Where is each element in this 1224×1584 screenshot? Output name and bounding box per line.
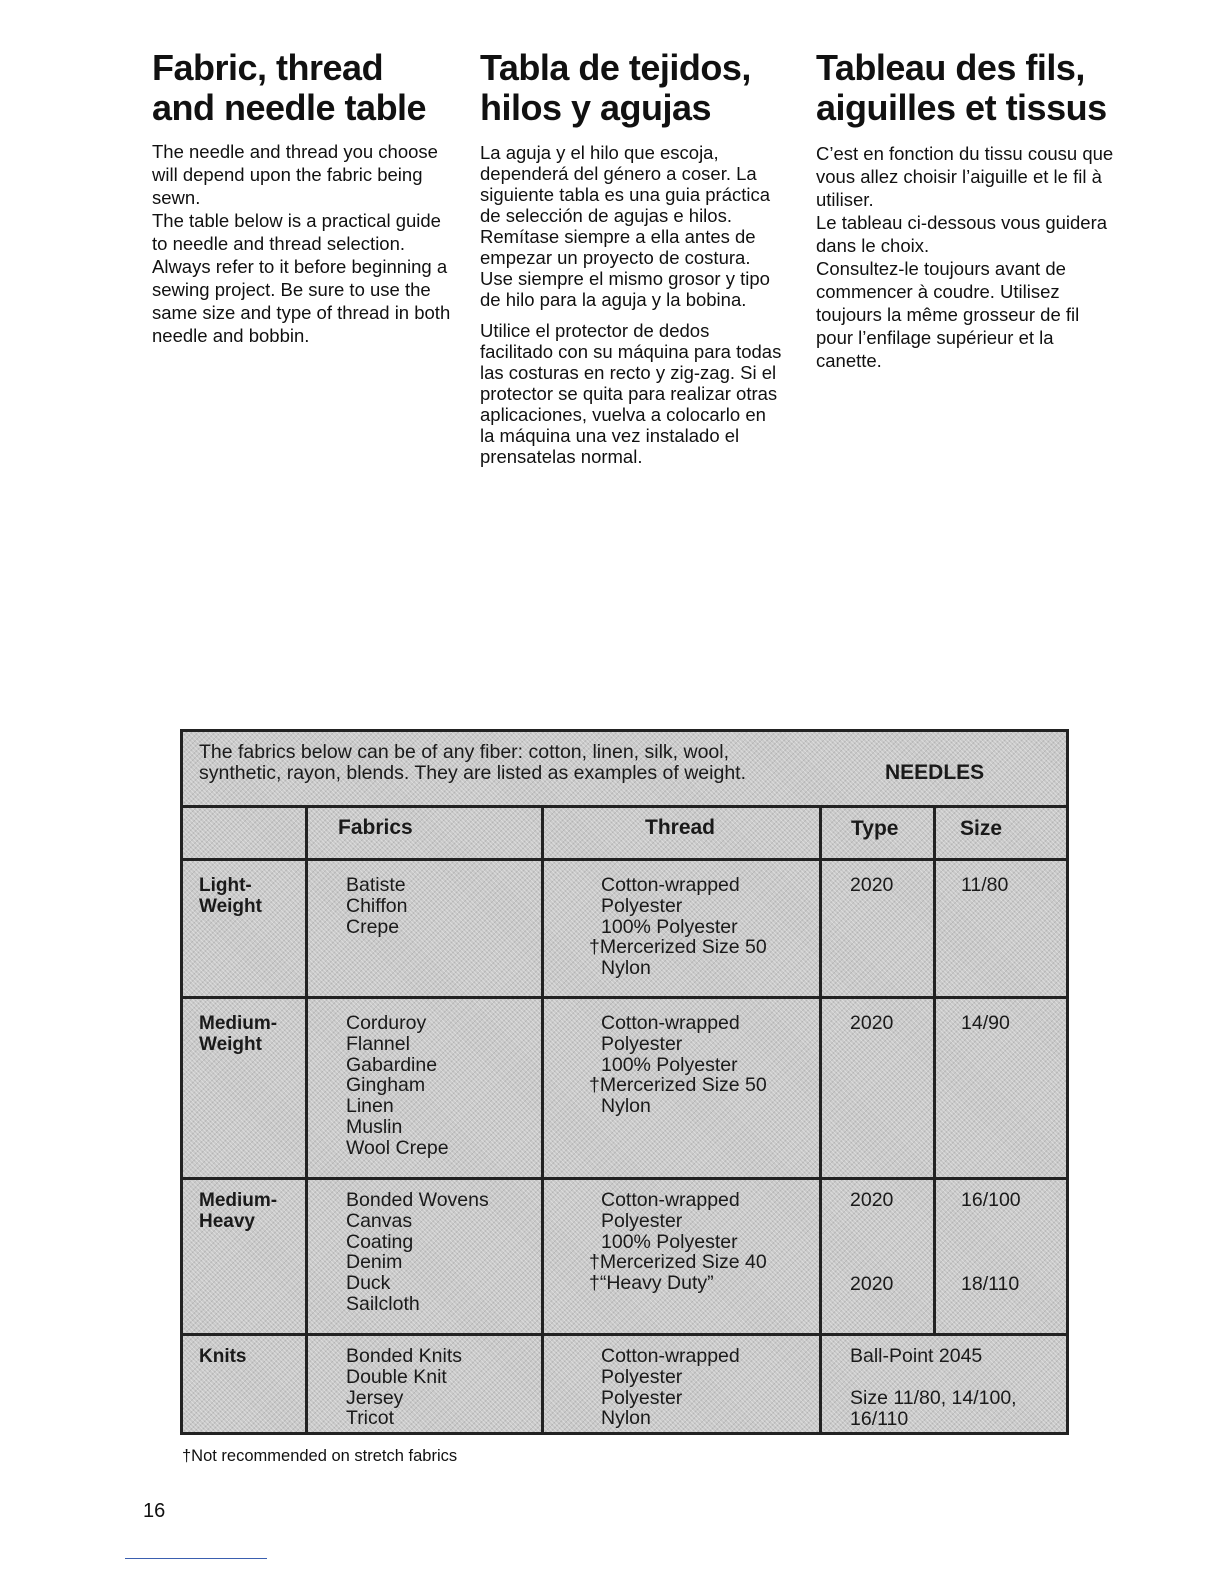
table-intro-line1: The fabrics below can be of any fiber: cotton, linen, silk, wool, — [199, 741, 730, 763]
english-title-line1: Fabric, thread — [152, 47, 384, 88]
table-intro — [199, 742, 839, 784]
table-divider — [305, 805, 308, 1432]
thread-item: Nylon — [601, 957, 651, 980]
spanish-column — [480, 48, 785, 467]
needle-info-line: Size 11/80, 14/100, — [850, 1386, 1017, 1409]
fabric-item: Tricot — [346, 1407, 395, 1430]
fabric-item: Linen — [346, 1095, 394, 1118]
fabric-item: Batiste — [346, 874, 406, 896]
spanish-paragraph-1: La aguja y el hilo que escoja, dependerá del género a coser. La siguiente tabla es una guia práctica de selección de agujas e hilos. Remítase siempre a ella antes de empezar un proyecto de costura. Use siempre el mismo grosor y tipo de hilo para la aguja y la bobina. — [480, 142, 771, 310]
needle-size-medium-heavy-alt: 18/110 — [961, 1273, 1020, 1295]
english-paragraph-3: Always refer to it before beginning a sewing project. Be sure to use the same size and type of thread in both needle and bobbin. — [152, 256, 451, 346]
table-divider — [933, 805, 936, 1333]
fabric-item: Coating — [346, 1230, 414, 1253]
thread-item: Polyester — [601, 894, 683, 917]
needle-size-light-weight: 11/80 — [961, 874, 1009, 896]
table-footnote: †Not recommended on stretch fabrics — [182, 1447, 458, 1465]
fabric-item: Bonded Wovens — [346, 1189, 489, 1211]
thread-item: 100% Polyester — [601, 915, 738, 938]
thread-item: Polyester — [601, 1365, 683, 1388]
fabric-item: Muslin — [346, 1115, 403, 1138]
french-column — [816, 48, 1116, 372]
needle-size-medium-weight: 14/90 — [961, 1012, 1010, 1034]
spanish-title — [480, 48, 785, 128]
thread-item: Cotton-wrapped — [601, 1189, 740, 1211]
row-label-line: Medium- — [199, 1190, 278, 1211]
needle-type-medium-heavy-alt: 2020 — [850, 1273, 894, 1295]
french-paragraph-2: Le tableau ci-dessous vous guidera dans le choix. — [816, 212, 1108, 256]
row-label-medium-weight — [199, 1013, 277, 1055]
spanish-paragraph-2: Utilice el protector de dedos facilitado con su máquina para todas las costuras en recto y zig-zag. Si el protector se quita para realizar otras aplicaciones, vuelva a colocarlo en la máquina una vez instalado el prensatelas normal. — [480, 320, 782, 467]
needle-info-line: Ball-Point 2045 — [850, 1345, 983, 1367]
fabric-item: Flannel — [346, 1032, 410, 1055]
fabrics-list-knits — [346, 1346, 462, 1429]
english-paragraph-1: The needle and thread you choose will depend upon the fabric being sewn. — [152, 141, 438, 208]
needles-header: NEEDLES — [885, 761, 985, 784]
fabrics-list-light-weight — [346, 875, 407, 937]
thread-item: 100% Polyester — [601, 1230, 738, 1253]
fabric-thread-needle-table — [180, 729, 1069, 1435]
thread-item: †“Heavy Duty” — [589, 1272, 714, 1295]
fabric-item: Denim — [346, 1251, 403, 1274]
column-header-type: Type — [851, 817, 899, 840]
row-label-light-weight — [199, 875, 262, 917]
column-header-fabrics: Fabrics — [338, 816, 413, 839]
fabric-item: Corduroy — [346, 1012, 427, 1034]
row-label-line: Weight — [199, 1034, 262, 1055]
row-label-medium-heavy — [199, 1190, 277, 1232]
page-number: 16 — [143, 1500, 166, 1522]
english-column — [152, 48, 452, 347]
thread-item: Nylon — [601, 1095, 651, 1118]
thread-item: Nylon — [601, 1407, 651, 1430]
fabric-item: Crepe — [346, 915, 400, 938]
needle-info-line: 16/110 — [850, 1407, 909, 1430]
thread-item: 100% Polyester — [601, 1053, 738, 1076]
thread-item: †Mercerized Size 50 — [589, 1074, 767, 1097]
column-header-thread: Thread — [645, 816, 716, 839]
column-header-size: Size — [960, 817, 1003, 840]
english-title-line2: and needle table — [152, 87, 427, 128]
thread-item: Polyester — [601, 1032, 683, 1055]
fabric-item: Double Knit — [346, 1365, 447, 1388]
fabric-item: Chiffon — [346, 894, 408, 917]
fabric-item: Jersey — [346, 1386, 404, 1409]
needle-type-medium-weight: 2020 — [850, 1012, 894, 1034]
needle-info-knits — [850, 1346, 1017, 1429]
french-title-line2: aiguilles et tissus — [816, 87, 1107, 128]
fabric-item: Sailcloth — [346, 1292, 420, 1315]
table-intro-line2: synthetic, rayon, blends. They are listed as examples of weight. — [199, 762, 747, 784]
spanish-title-line1: Tabla de tejidos, — [480, 47, 751, 88]
table-divider — [819, 805, 822, 1432]
thread-list-light-weight — [589, 874, 767, 980]
thread-item: Cotton-wrapped — [601, 1012, 740, 1034]
fabrics-list-medium-weight — [346, 1013, 449, 1159]
row-label-line: Heavy — [199, 1211, 255, 1232]
english-paragraph-2: The table below is a practical guide to needle and thread selection. — [152, 210, 441, 254]
needle-type-medium-heavy: 2020 — [850, 1189, 894, 1211]
thread-item: Polyester — [601, 1386, 683, 1409]
fabric-item: Duck — [346, 1272, 391, 1295]
fabric-item: Gabardine — [346, 1053, 438, 1076]
needle-type-light-weight: 2020 — [850, 874, 894, 896]
needle-size-medium-heavy: 16/100 — [961, 1189, 1021, 1211]
table-divider — [183, 1333, 1066, 1336]
fabric-item: Wool Crepe — [346, 1136, 449, 1159]
french-title-line1: Tableau des fils, — [816, 47, 1085, 88]
french-title — [816, 48, 1116, 128]
thread-list-knits — [601, 1346, 740, 1429]
fabrics-list-medium-heavy — [346, 1190, 489, 1315]
spanish-title-line2: hilos y agujas — [480, 87, 712, 128]
row-label-line: Light- — [199, 875, 252, 896]
row-label-line: Medium- — [199, 1013, 278, 1034]
french-paragraph-1: C’est en fonction du tissu cousu que vous allez choisir l’aiguille et le fil à utiliser. — [816, 143, 1114, 210]
bottom-rule — [125, 1558, 267, 1559]
fabric-item: Canvas — [346, 1209, 413, 1232]
thread-item: †Mercerized Size 50 — [589, 936, 767, 959]
row-label-knits: Knits — [199, 1346, 247, 1367]
thread-item: Cotton-wrapped — [601, 1345, 740, 1367]
english-title — [152, 48, 452, 128]
thread-list-medium-heavy — [589, 1189, 767, 1295]
fabric-item: Bonded Knits — [346, 1345, 463, 1367]
fabric-item: Gingham — [346, 1074, 426, 1097]
french-paragraph-3: Consultez-le toujours avant de commencer à coudre. Utilisez toujours la même grosseur de fil pour l’enfilage supérieur et la canette. — [816, 258, 1080, 371]
thread-list-medium-weight — [589, 1012, 767, 1118]
thread-item: Polyester — [601, 1209, 683, 1232]
row-label-line: Weight — [199, 896, 262, 917]
thread-item: Cotton-wrapped — [601, 874, 740, 896]
thread-item: †Mercerized Size 40 — [589, 1251, 767, 1274]
table-divider — [541, 805, 544, 1432]
